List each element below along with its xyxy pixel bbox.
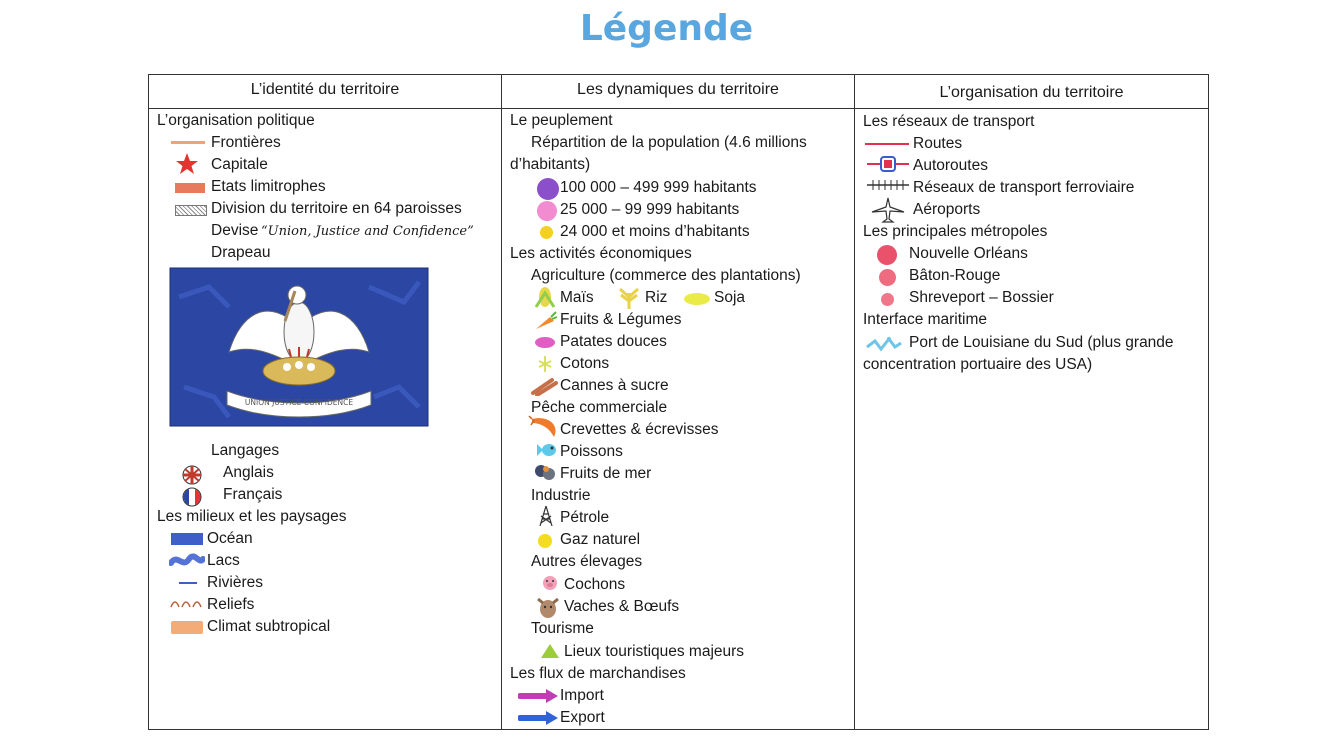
carotte-icon [532,311,558,331]
metropole-petite-icon [881,293,894,306]
legend-label: Etats limitrophes [211,178,326,195]
column-divider [501,75,502,729]
route-line-icon [865,143,909,145]
section-heading: Interface maritime [863,311,988,328]
legend-label: Shreveport – Bossier [909,289,1054,306]
legend-label: Cochons [564,576,626,593]
column-header-dynamiques: Les dynamiques du territoire [577,81,779,98]
legend-label: Division du territoire en 64 paroisses [211,200,462,217]
column-header-identite: L’identité du territoire [250,81,400,98]
paroisses-hatch-icon [175,205,207,216]
import-arrow-icon [518,688,560,704]
legend-label: Anglais [223,464,274,481]
legend-label: Océan [207,530,253,547]
legend-label: Capitale [211,156,268,173]
devise-handwritten: “Union, Justice and Confidence” [261,224,474,239]
legend-label: 25 000 – 99 999 habitants [560,201,740,218]
legend-label: concentration portuaire des USA) [863,356,1093,373]
soja-icon [684,293,710,305]
section-heading: L’organisation politique [157,112,315,129]
autoroute-icon [865,155,911,173]
climat-icon [171,621,203,634]
legend-label: Répartition de la population (4.6 millions [531,134,807,151]
legend-label: Routes [913,135,963,152]
legend-label: Drapeau [211,244,271,261]
france-flag-icon [181,487,203,507]
legend-label: Patates douces [560,333,667,350]
legend-label: Crevettes & écrevisses [560,421,719,438]
legend-label: Maïs [560,289,594,306]
vache-icon [534,593,562,621]
coton-icon [537,355,553,373]
section-heading: Autres élevages [531,553,643,570]
legend-label: Lieux touristiques majeurs [564,643,745,660]
section-heading: Les activités économiques [510,245,692,262]
riz-icon [616,287,642,309]
legend-label: 24 000 et moins d’habitants [560,223,750,240]
section-heading: Les principales métropoles [863,223,1048,240]
export-arrow-icon [518,710,560,726]
legend-label: Vaches & Bœufs [564,598,680,615]
gaz-naturel-icon [538,534,552,548]
crevette-icon [528,415,562,439]
port-icon [865,335,903,353]
legend-label: Pétrole [560,509,610,526]
legend-label: Cotons [560,355,610,372]
cercle-rose-icon [537,201,557,221]
legend-label: Aéroports [913,201,981,218]
legend-label: Frontières [211,134,281,151]
legend-label: Reliefs [207,596,255,613]
uk-flag-icon [181,465,203,485]
triangle-tourisme-icon [540,643,560,659]
column-header-organisation: L’organisation du territoire [939,84,1124,101]
metropole-moyenne-icon [879,269,896,286]
frontieres-line-icon [171,141,205,144]
fruits-de-mer-icon [534,463,556,483]
legend-label: Réseaux de transport ferroviaire [913,179,1135,196]
etats-limitrophes-icon [175,183,205,193]
flag-banner-text: UNION JUSTICE CONFIDENCE [244,398,354,407]
legend-label: Rivières [207,574,263,591]
page-title: Légende [579,8,754,49]
legend-label: Riz [645,289,668,306]
ocean-icon [171,533,203,545]
mais-icon [530,285,560,309]
legend-label: Nouvelle Orléans [909,245,1028,262]
poisson-icon [535,442,557,458]
legend-label: Agriculture (commerce des plantations) [531,267,801,284]
legend-label: Cannes à sucre [560,377,669,394]
column-divider [854,75,855,729]
legend-label: Fruits de mer [560,465,652,482]
legend-label: d’habitants) [510,156,591,173]
legend-label: Export [560,709,605,726]
section-heading: Tourisme [531,620,594,637]
legend-table [148,74,1209,730]
section-heading: Pêche commerciale [531,399,668,416]
legend-label: Bâton-Rouge [909,267,1001,284]
section-heading: Le peuplement [510,112,613,129]
legend-label: Import [560,687,604,704]
rivieres-line-icon [179,582,197,584]
lacs-icon [169,553,205,569]
section-heading: Les milieux et les paysages [157,508,347,525]
legend-label: Lacs [207,552,240,569]
legend-label: Soja [714,289,746,306]
legend-label: Autoroutes [913,157,988,174]
metropole-grande-icon [877,245,897,265]
section-heading: Langages [211,442,280,459]
legend-label: Climat subtropical [207,618,331,635]
cochon-icon [540,575,560,591]
capitale-star-icon [175,152,199,176]
legend-label: Gaz naturel [560,531,641,548]
cercle-violet-icon [537,178,559,200]
reliefs-icon [169,597,205,609]
section-heading: Les réseaux de transport [863,113,1035,130]
legend-label: Port de Louisiane du Sud (plus grande [909,334,1174,351]
legend-label: Devise [211,222,259,239]
louisiana-flag-image [169,267,429,427]
cercle-jaune-icon [540,226,553,239]
derrick-petrole-icon [538,505,554,527]
avion-icon [871,197,905,223]
voie-ferree-icon [865,179,911,191]
section-heading: Les flux de marchandises [510,665,686,682]
legend-label: Fruits & Légumes [560,311,682,328]
section-heading: Industrie [531,487,591,504]
canne-sucre-icon [530,376,558,396]
legend-label: Français [223,486,283,503]
patate-douce-icon [535,337,555,348]
legend-label: Poissons [560,443,623,460]
legend-label: 100 000 – 499 999 habitants [560,179,757,196]
